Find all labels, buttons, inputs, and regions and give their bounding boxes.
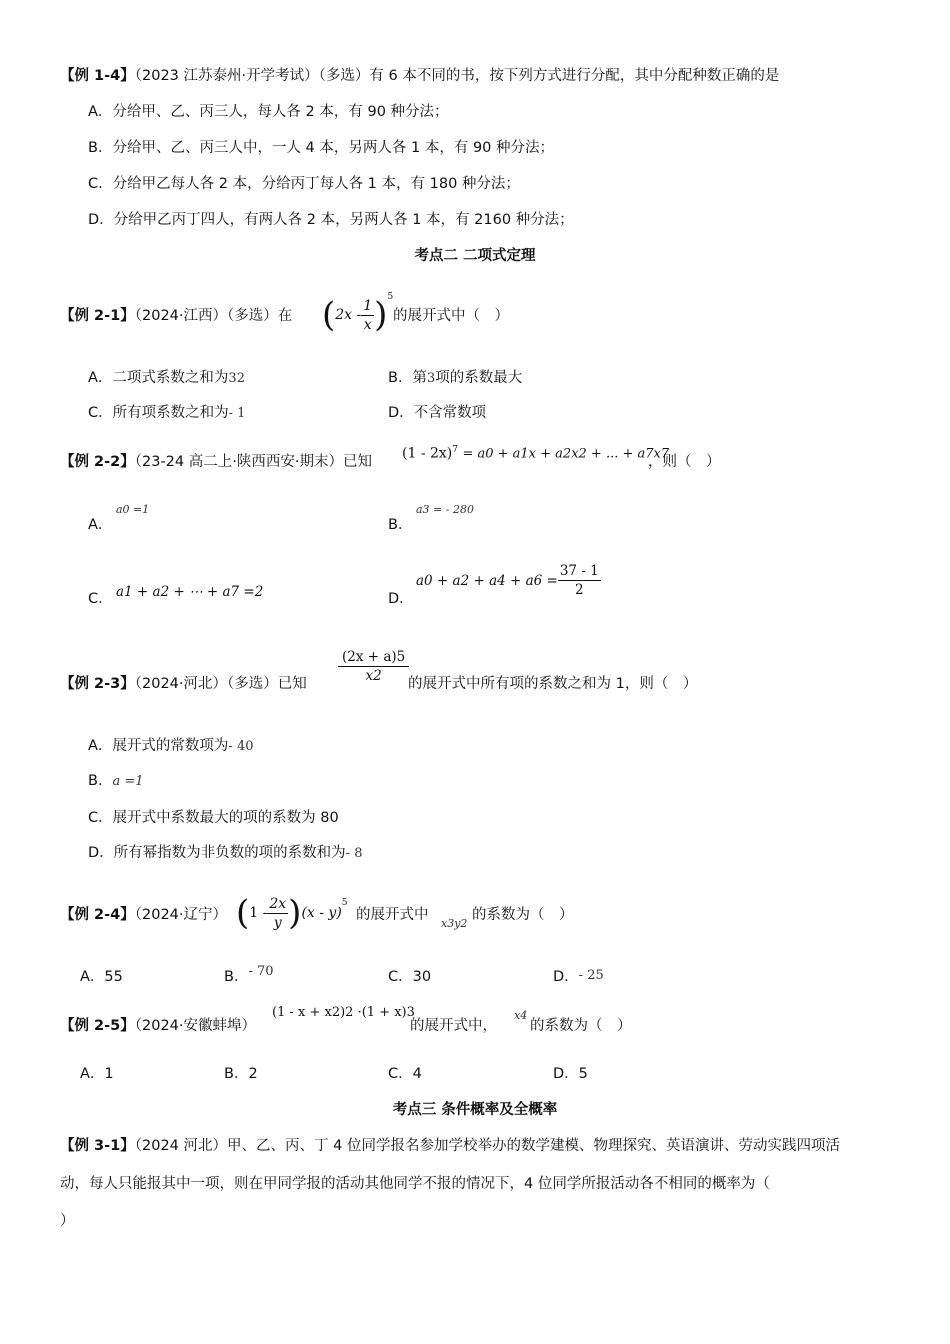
option-a-label: A． <box>88 517 113 533</box>
option-label: D． <box>553 969 579 985</box>
question-tail: 的展开式中（ ） <box>393 308 509 324</box>
question-tail: 的系数为（ ） <box>530 1018 632 1034</box>
section-heading-3: 考点三 条件概率及全概率 <box>392 1102 558 1118</box>
option-b: B．分给甲、乙、丙三人中，一人 4 本，另两人各 1 本，有 90 种分法； <box>88 140 555 156</box>
fraction <box>267 895 288 932</box>
option-label: B．第 <box>388 370 427 386</box>
fraction <box>558 562 601 599</box>
question-text: 的展开式中， <box>410 1018 497 1034</box>
option-value: - 8 <box>345 846 363 861</box>
option-d <box>88 843 362 864</box>
option-d-math <box>416 562 601 599</box>
option-c: C．30 <box>388 969 432 985</box>
fraction <box>361 297 374 334</box>
example-2-4-stem <box>60 905 227 925</box>
formula-2-5: (1 - x + x2)2 ·(1 + x)3 <box>272 1005 415 1020</box>
exponent: 5 <box>387 292 394 302</box>
option-b <box>88 771 144 792</box>
option-a <box>88 368 245 389</box>
exponent: 5 <box>341 898 348 908</box>
option-label: B． <box>224 969 249 985</box>
option-d: D．不含常数项 <box>388 405 487 421</box>
exponent: 7 <box>452 445 458 455</box>
numerator: 2x <box>269 895 287 912</box>
option-value: - 70 <box>248 964 274 979</box>
option-c-label: C． <box>88 591 113 607</box>
option-value: - 40 <box>228 739 254 754</box>
formula-rhs: = a0 + a1x + a2x2 + ... + a7x7 <box>462 446 670 462</box>
example-source: （2024·辽宁） <box>134 907 228 923</box>
example-3-1-line-1 <box>60 1136 840 1156</box>
example-2-1-stem <box>60 306 292 326</box>
option-value: 3 <box>426 371 436 386</box>
option-value: - 1 <box>228 406 246 421</box>
option-c <box>88 403 245 424</box>
numerator: 1 <box>363 297 373 314</box>
option-c: C．展开式中系数最大的项的系数为 80 <box>88 810 339 826</box>
option-a: A．55 <box>80 969 123 985</box>
question-tail: 的展开式中所有项的系数之和为 1，则（ ） <box>408 676 698 692</box>
option-b: B．2 <box>224 1066 258 1082</box>
option-tail: 项的系数最大 <box>435 370 523 386</box>
option-a: A．分给甲、乙、丙三人，每人各 2 本，有 90 种分法； <box>88 104 449 120</box>
denominator: x <box>363 316 372 333</box>
option-label: A．展开式的常数项为 <box>88 738 229 754</box>
example-source: （2024·河北）（多选）已知 <box>134 676 307 692</box>
question-text: 有 6 本不同的书，按下列方式进行分配，其中分配种数正确的是 <box>369 68 780 84</box>
target-term: x3y2 <box>441 917 468 930</box>
example-tag: 【例 2-4】 <box>60 907 135 923</box>
fraction <box>338 648 409 685</box>
example-tag: 【例 2-3】 <box>60 676 135 692</box>
example-tag: 【例 1-4】 <box>60 68 135 84</box>
example-2-3-stem <box>60 674 307 694</box>
option-value: 32 <box>228 371 245 386</box>
option-b-math: a3 = - 280 <box>416 503 474 516</box>
formula-term: 2x - <box>335 307 362 323</box>
denominator: 2 <box>575 582 584 598</box>
option-a <box>88 736 254 757</box>
numerator: (2x + a)5 <box>338 648 409 667</box>
formula-term: (x - y) <box>301 905 342 921</box>
target-term: x4 <box>514 1009 528 1022</box>
formula-2-3 <box>338 648 409 685</box>
example-3-1-line-3: ） <box>60 1213 75 1229</box>
option-d: D．分给甲乙丙丁四人，有两人各 2 本，另两人各 1 本，有 2160 种分法； <box>88 212 574 228</box>
option-d <box>553 967 604 988</box>
formula-lhs: a0 + a2 + a4 + a6 = <box>416 572 558 589</box>
example-2-2-stem <box>60 452 372 472</box>
option-value: - 25 <box>578 968 604 983</box>
example-source: （23-24 高二上·陕西西安·期末）已知 <box>134 454 372 470</box>
formula-2-4: ( 1 - $\frac{2x}{y}$ ) (x - y) $^5$ <box>236 893 348 933</box>
option-b-label: B． <box>388 517 413 533</box>
formula-2-2 <box>402 440 669 465</box>
option-b <box>224 964 274 988</box>
example-tag: 【例 2-1】 <box>60 308 135 324</box>
question-text: 的展开式中 <box>356 907 429 923</box>
option-label: A．二项式系数之和为 <box>88 370 229 386</box>
option-label: B． <box>88 773 113 789</box>
denominator: y <box>273 914 282 931</box>
formula-term: 1 - <box>249 905 268 921</box>
example-2-5-stem <box>60 1016 256 1036</box>
option-a-math: a0 =1 <box>116 503 150 516</box>
option-d: D．5 <box>553 1066 588 1082</box>
question-tail: 的系数为（ ） <box>472 907 574 923</box>
example-3-1-line-2: 动，每人只能报其中一项，则在甲同学报的活动其他同学不报的情况下，4 位同学所报活动各不相同的概率为（ <box>60 1176 770 1192</box>
numerator: 37 - 1 <box>559 563 599 579</box>
option-a: A．1 <box>80 1066 114 1082</box>
option-label: C．所有项系数之和为 <box>88 405 229 421</box>
example-source: （2023 江苏泰州·开学考试）（多选） <box>134 68 370 84</box>
option-label: D．所有幂指数为非负数的项的系数和为 <box>88 845 346 861</box>
option-c-math: a1 + a2 + ⋯ + a7 =2 <box>116 584 264 600</box>
example-tag: 【例 2-2】 <box>60 454 135 470</box>
example-source: （2024·江西）（多选）在 <box>134 308 293 324</box>
section-heading-2: 考点二 二项式定理 <box>414 248 536 264</box>
question-tail: ，则（ ） <box>648 454 721 470</box>
formula-2-1: ( 2x - $\frac{1}{x}$ ) $^5$ <box>322 292 394 335</box>
example-1-4-stem <box>60 66 779 86</box>
option-value: a =1 <box>112 774 144 789</box>
example-tag: 【例 2-5】 <box>60 1018 135 1034</box>
example-tag: 【例 3-1】 <box>60 1138 135 1154</box>
option-d-label: D． <box>388 591 414 607</box>
option-c: C．分给甲乙每人各 2 本，分给丙丁每人各 1 本，有 180 种分法； <box>88 176 520 192</box>
denominator: x2 <box>365 668 382 684</box>
option-b <box>388 368 522 389</box>
question-text: （2024 河北）甲、乙、丙、丁 4 位同学报名参加学校举办的数学建模、物理探究、英语演讲、劳动实践四项活 <box>134 1138 840 1154</box>
example-source: （2024·安徽蚌埠） <box>134 1018 257 1034</box>
formula-lhs: (1 - 2x) <box>402 445 453 462</box>
option-c: C．4 <box>388 1066 422 1082</box>
